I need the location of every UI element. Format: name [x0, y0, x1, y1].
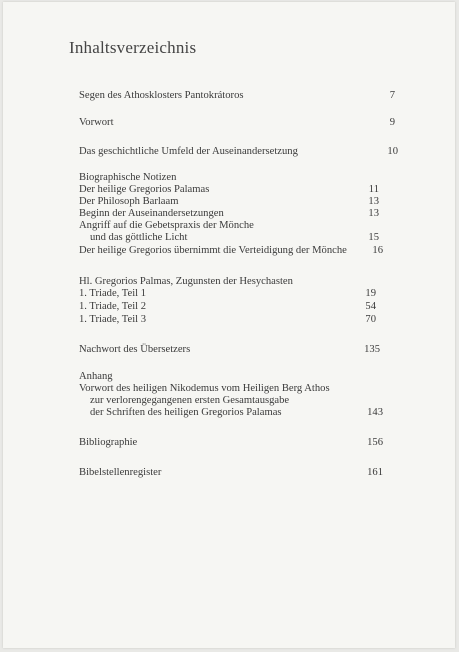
document-page	[3, 2, 455, 648]
toc-entry-text: und das göttliche Licht	[90, 232, 188, 243]
toc-entry-text: Biographische Notizen	[79, 172, 177, 183]
toc-entry-page: 15	[368, 232, 379, 243]
toc-entry-text: Der heilige Gregorios Palamas	[79, 184, 210, 195]
toc-entry-page: 13	[368, 208, 379, 219]
toc-entry-text: Nachwort des Übersetzers	[79, 344, 191, 355]
toc-entry-page: 156	[367, 437, 383, 448]
toc-entry-text: der Schriften des heiligen Gregorios Palamas	[90, 407, 282, 418]
toc-entry-page: 70	[365, 314, 376, 325]
toc-entry-text: 1. Triade, Teil 1	[79, 288, 147, 299]
toc-entry-text: Der Philosoph Barlaam	[79, 196, 179, 207]
toc-entry-page: 11	[368, 184, 379, 195]
toc-entry-page: 10	[387, 146, 398, 157]
toc-entry-text: Vorwort des heiligen Nikodemus vom Heiligen Berg Athos	[79, 383, 330, 394]
toc-entry-page: 54	[365, 301, 376, 312]
toc-entry-text: Der heilige Gregorios übernimmt die Verteidigung der Mönche	[79, 245, 347, 256]
toc-entry-page: 19	[365, 288, 376, 299]
page-title: Inhaltsverzeichnis	[69, 38, 197, 57]
toc-entry-text: 1. Triade, Teil 2	[79, 301, 147, 312]
toc-entry-text: Bibliographie	[79, 437, 138, 448]
toc-entry-text: Angriff auf die Gebetspraxis der Mönche	[79, 220, 254, 231]
toc-entry-page: 135	[364, 344, 380, 355]
toc-entry-text: 1. Triade, Teil 3	[79, 314, 147, 325]
toc-entry-page: 9	[389, 117, 395, 128]
toc-entry-page: 161	[367, 467, 383, 478]
toc-entry-page: 7	[389, 90, 395, 101]
toc-entry-text: Vorwort	[79, 117, 114, 128]
toc-entry-text: zur verlorengegangenen ersten Gesamtausgabe	[90, 395, 290, 406]
toc-entry-text: Hl. Gregorios Palmas, Zugunsten der Hesychasten	[79, 276, 293, 287]
toc-entry-text: Anhang	[79, 371, 113, 382]
toc-entry-text: Das geschichtliche Umfeld der Auseinandersetzung	[79, 146, 298, 157]
toc-entry-text: Beginn der Auseinandersetzungen	[79, 208, 224, 219]
toc-entry-text: Segen des Athosklosters Pantokrátoros	[79, 90, 244, 101]
toc-entry-page: 13	[368, 196, 379, 207]
toc-entry-page: 16	[372, 245, 383, 256]
toc-entry-page: 143	[367, 407, 383, 418]
toc-entry-text: Bibelstellenregister	[79, 467, 162, 478]
